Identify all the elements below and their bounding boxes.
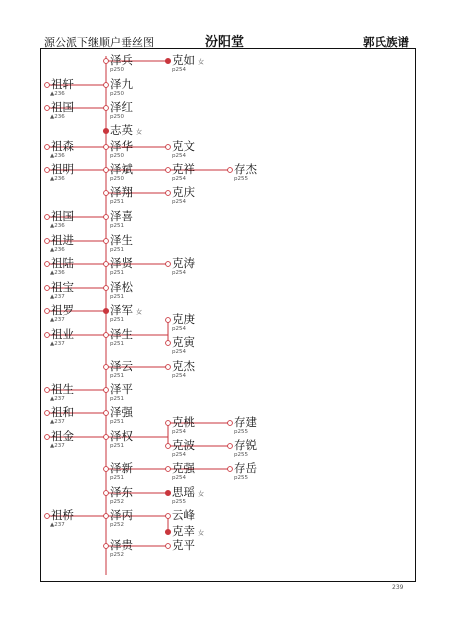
page-ref-zedong: p252	[110, 499, 124, 505]
person-name-zeqiang: 泽强	[110, 405, 133, 419]
page-ref-zegui: p252	[110, 552, 124, 558]
zejiu-marker-icon	[104, 83, 109, 88]
header-left: 源公派下继顺户垂丝图	[44, 36, 154, 49]
zehong-marker-icon	[104, 106, 109, 111]
zuluo-marker-icon	[45, 309, 50, 314]
kexing-marker-icon	[165, 529, 170, 534]
zesheng2-marker-icon	[104, 333, 109, 338]
person-name-zuming: 祖明	[51, 162, 74, 176]
ketao-marker-icon	[166, 262, 171, 267]
person-name-cunrui: 存锐	[234, 438, 257, 452]
page-ref-zesong: p251	[110, 294, 124, 300]
person-name-zesheng1: 泽生	[110, 233, 133, 247]
person-name-zesong: 泽松	[110, 280, 133, 294]
header-right: 郭氏族谱	[363, 35, 409, 49]
page-ref-ketao2: p254	[172, 429, 186, 435]
cunjian-marker-icon	[228, 421, 233, 426]
page-ref-zexian: p251	[110, 270, 124, 276]
page-ref-zusen: ▲236	[50, 153, 65, 159]
zuguo1-marker-icon	[45, 106, 50, 111]
person-name-zusen: 祖森	[51, 139, 74, 153]
page-ref-kegeng: p254	[172, 326, 186, 332]
zexin-marker-icon	[104, 467, 109, 472]
person-name-zesheng2: 泽生	[110, 327, 133, 341]
person-name-zuluo: 祖罗	[51, 303, 74, 317]
zuqiao-marker-icon	[45, 514, 50, 519]
person-name-keyin: 克寅	[172, 335, 195, 349]
page-ref-zuhe: ▲237	[50, 419, 65, 425]
page-ref-zubao: ▲237	[50, 294, 65, 300]
page-ref-kejie: p254	[172, 373, 186, 379]
person-name-zehua: 泽华	[110, 139, 133, 153]
kegeng-marker-icon	[166, 318, 171, 323]
person-name-zebin: 泽斌	[110, 162, 133, 176]
yunfeng-marker-icon	[166, 514, 171, 519]
person-name-keqing: 克庆	[172, 185, 195, 199]
page-ref-zuqiao: ▲237	[50, 522, 65, 528]
page-ref-zesheng1: p251	[110, 247, 124, 253]
zexiang-marker-icon	[104, 191, 109, 196]
person-name-zuqiao: 祖桥	[51, 508, 74, 522]
person-name-zulu: 祖陆	[51, 256, 74, 270]
person-name-zhiying: 志英	[110, 123, 133, 137]
person-name-zexian: 泽贤	[110, 256, 133, 270]
page-ref-zuye: ▲237	[50, 341, 65, 347]
page-ref-zujin2: ▲237	[50, 443, 65, 449]
page-ref-zujin1: ▲236	[50, 247, 65, 253]
person-name-zuguo2: 祖国	[51, 209, 74, 223]
page-ref-zexin: p251	[110, 475, 124, 481]
cunyue-marker-icon	[228, 467, 233, 472]
zujin2-marker-icon	[45, 435, 50, 440]
page-ref-zequan: p251	[110, 443, 124, 449]
page-ref-zehua: p250	[110, 153, 124, 159]
person-name-cunjian: 存建	[234, 415, 257, 429]
ketao2-marker-icon	[166, 421, 171, 426]
keqing-marker-icon	[166, 191, 171, 196]
person-name-kewen: 克文	[172, 139, 195, 153]
person-name-ketao: 克涛	[172, 256, 195, 270]
person-name-ketao2: 克桃	[172, 415, 195, 429]
person-name-zequan: 泽权	[110, 429, 133, 443]
female-mark-siyao: 女	[198, 491, 205, 498]
cunjie-marker-icon	[228, 168, 233, 173]
cunrui-marker-icon	[228, 444, 233, 449]
person-name-zuye: 祖业	[51, 327, 74, 341]
page-ref-cunyue: p255	[234, 475, 248, 481]
page-ref-cunjie: p255	[234, 176, 248, 182]
zeyun-marker-icon	[104, 365, 109, 370]
person-name-zuhe: 祖和	[51, 405, 74, 419]
keping-marker-icon	[166, 544, 171, 549]
person-name-kebo: 克波	[172, 438, 195, 452]
page-ref-keru: p254	[172, 67, 186, 73]
zesheng1-marker-icon	[104, 239, 109, 244]
person-name-keqiang: 克强	[172, 461, 195, 475]
zujin1-marker-icon	[45, 239, 50, 244]
person-name-zubao: 祖宝	[51, 280, 74, 294]
page-ref-zeqiang: p251	[110, 419, 124, 425]
page-ref-cunrui: p255	[234, 452, 248, 458]
page-ref-cunjian: p255	[234, 429, 248, 435]
person-name-zusheng: 祖生	[51, 382, 74, 396]
page-ref-zuxuan: ▲236	[50, 91, 65, 97]
person-name-kegeng: 克庚	[172, 312, 195, 326]
person-name-kexiang: 克祥	[172, 162, 195, 176]
zehua-marker-icon	[104, 145, 109, 150]
zexian-marker-icon	[104, 262, 109, 267]
keru-marker-icon	[165, 58, 170, 63]
zusen-marker-icon	[45, 145, 50, 150]
zhiying-marker-icon	[103, 128, 108, 133]
keqiang-marker-icon	[166, 467, 171, 472]
person-name-zebing2: 泽丙	[110, 508, 133, 522]
person-name-zexiang: 泽翔	[110, 185, 133, 199]
zedong-marker-icon	[104, 491, 109, 496]
zulu-marker-icon	[45, 262, 50, 267]
page-ref-zejun: p251	[110, 317, 124, 323]
page-ref-zeping: p251	[110, 396, 124, 402]
page-ref-keqing: p254	[172, 199, 186, 205]
zebin-marker-icon	[104, 168, 109, 173]
zejun-marker-icon	[103, 308, 108, 313]
zebing-marker-icon	[104, 59, 109, 64]
person-name-zeping: 泽平	[110, 382, 133, 396]
person-name-zuxuan: 祖轩	[51, 77, 74, 91]
person-name-zeyun: 泽云	[110, 359, 133, 373]
female-mark-zejun: 女	[136, 309, 143, 316]
page-ref-zeyun: p251	[110, 373, 124, 379]
page-ref-kebo: p254	[172, 452, 186, 458]
person-name-zexin: 泽新	[110, 461, 133, 475]
zeping-marker-icon	[104, 388, 109, 393]
page-ref-zebing: p250	[110, 67, 124, 73]
kewen-marker-icon	[166, 145, 171, 150]
zuhe-marker-icon	[45, 411, 50, 416]
page-ref-zehong: p250	[110, 114, 124, 120]
person-name-siyao: 思瑶	[172, 485, 195, 499]
page-ref-keyin: p254	[172, 349, 186, 355]
zegui-marker-icon	[104, 544, 109, 549]
person-name-kexing: 克幸	[172, 524, 195, 538]
zequan-marker-icon	[104, 435, 109, 440]
page-ref-zuguo1: ▲236	[50, 114, 65, 120]
page-ref-zuluo: ▲237	[50, 317, 65, 323]
person-name-yunfeng: 云峰	[172, 508, 195, 522]
page-ref-kewen: p254	[172, 153, 186, 159]
page-ref-keqiang: p254	[172, 475, 186, 481]
header-center: 汾阳堂	[205, 35, 245, 50]
page-ref-zuming: ▲236	[50, 176, 65, 182]
person-name-kejie: 克杰	[172, 359, 195, 373]
person-name-zujin2: 祖金	[51, 429, 74, 443]
kejie-marker-icon	[166, 365, 171, 370]
zubao-marker-icon	[45, 286, 50, 291]
person-name-zexi: 泽喜	[110, 209, 133, 223]
keyin-marker-icon	[166, 341, 171, 346]
page-ref-kexiang: p254	[172, 176, 186, 182]
female-mark-kexing: 女	[198, 530, 205, 537]
page-ref-zulu: ▲236	[50, 270, 65, 276]
person-name-zebing: 泽兵	[110, 53, 133, 67]
page-ref-zuguo2: ▲236	[50, 223, 65, 229]
page-ref-ketao: p254	[172, 270, 186, 276]
page-ref-zesheng2: p251	[110, 341, 124, 347]
zusheng-marker-icon	[45, 388, 50, 393]
page-ref-zusheng: ▲237	[50, 396, 65, 402]
zuming-marker-icon	[45, 168, 50, 173]
siyao-marker-icon	[165, 490, 170, 495]
zesong-marker-icon	[104, 286, 109, 291]
person-name-cunyue: 存岳	[234, 461, 257, 475]
person-name-zehong: 泽红	[110, 100, 133, 114]
page-ref-zebin: p250	[110, 176, 124, 182]
person-name-zedong: 泽东	[110, 485, 133, 499]
page-ref-siyao: p255	[172, 499, 186, 505]
page-ref-zebing2: p252	[110, 522, 124, 528]
page-ref-zexiang: p251	[110, 199, 124, 205]
person-name-keping: 克平	[172, 538, 195, 552]
person-name-keru: 克如	[172, 53, 195, 67]
zuxuan-marker-icon	[45, 83, 50, 88]
person-name-zejun: 泽军	[110, 303, 133, 317]
zeqiang-marker-icon	[104, 411, 109, 416]
page-ref-zexi: p251	[110, 223, 124, 229]
zebing2-marker-icon	[104, 514, 109, 519]
kexiang-marker-icon	[166, 168, 171, 173]
zexi-marker-icon	[104, 215, 109, 220]
page-number: 239	[392, 584, 404, 591]
kebo-marker-icon	[166, 444, 171, 449]
person-name-zujin1: 祖进	[51, 233, 74, 247]
person-name-zejiu: 泽九	[110, 77, 133, 91]
page-ref-zejiu: p250	[110, 91, 124, 97]
female-mark-keru: 女	[198, 59, 205, 66]
person-name-zegui: 泽贵	[110, 538, 133, 552]
person-name-zuguo1: 祖国	[51, 100, 74, 114]
zuguo2-marker-icon	[45, 215, 50, 220]
zuye-marker-icon	[45, 333, 50, 338]
female-mark-zhiying: 女	[136, 129, 143, 136]
person-name-cunjie: 存杰	[234, 162, 257, 176]
